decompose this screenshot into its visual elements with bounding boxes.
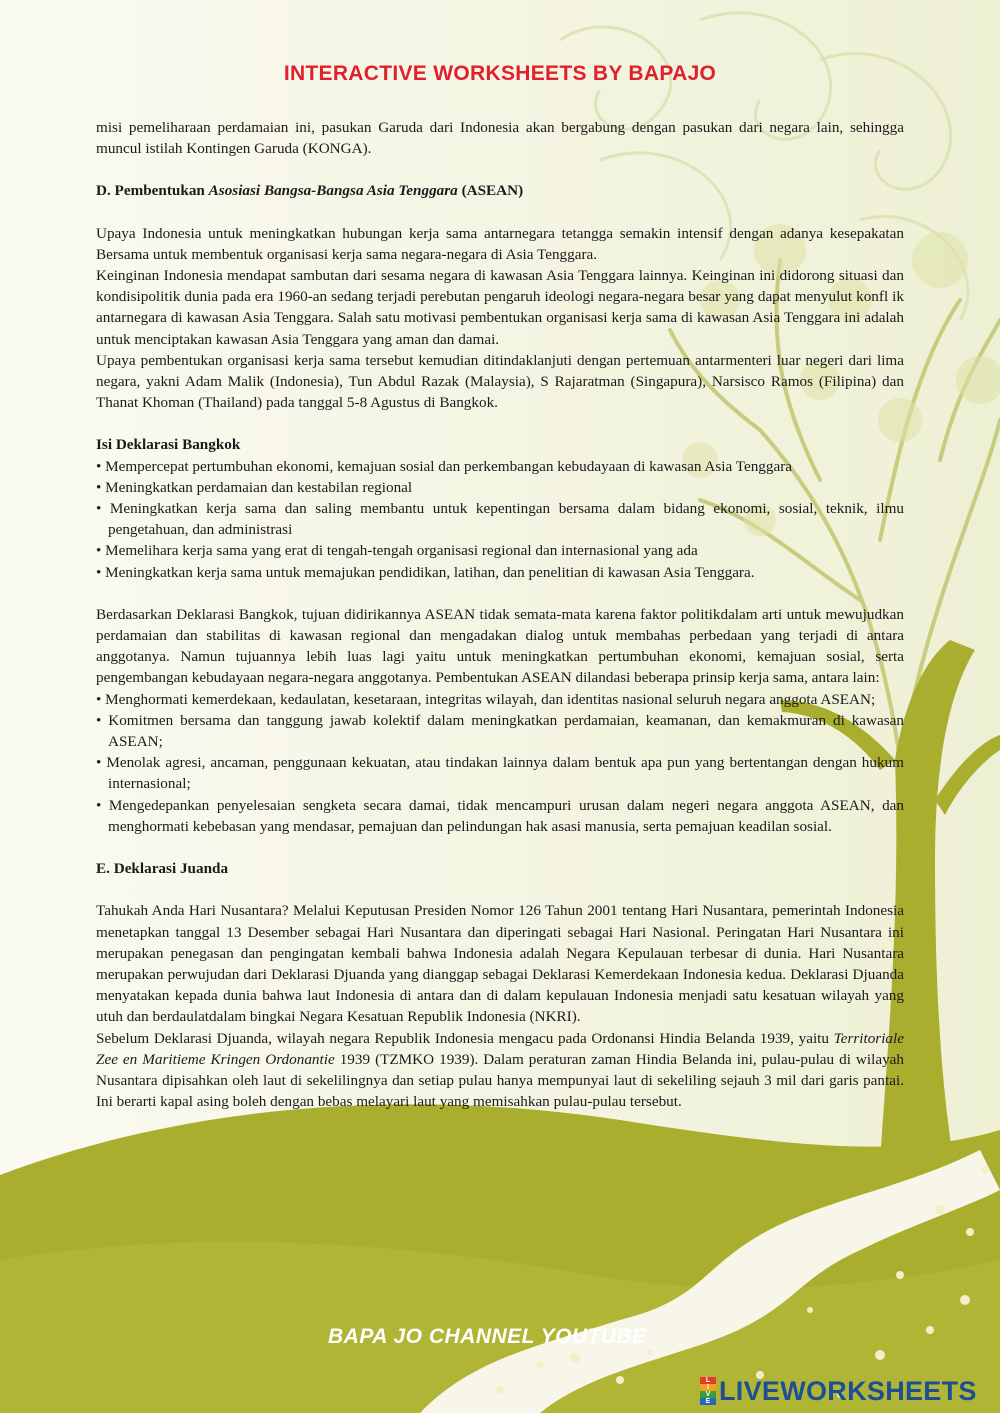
logo-letter-l: L bbox=[700, 1377, 716, 1384]
channel-label: BAPA JO CHANNEL YOUTUBE bbox=[328, 1325, 647, 1348]
section-e-heading: E. Deklarasi Juanda bbox=[96, 860, 229, 878]
principle-item: • Menolak agresi, ancaman, penggunaan kekuatan, atau tindakan lainnya dalam bentuk apa pun yang bertentangan dengan hukum internasional; bbox=[96, 754, 904, 793]
liveworksheets-logo[interactable] bbox=[700, 1376, 977, 1406]
bangkok-item: • Memelihara kerja sama yang erat di tengah-tengah organisasi regional dan internasional yang ada bbox=[96, 542, 698, 560]
page-title: INTERACTIVE WORKSHEETS BY BAPAJO bbox=[283, 62, 717, 85]
section-e-paragraph-1: Tahukah Anda Hari Nusantara? Melalui Keputusan Presiden Nomor 126 Tahun 2001 tentang Hari Nusantara, pemerintah Indonesia menetapkan tanggal 13 Desember sebagai Hari Nusantara dan diperingati sebagai Hari Nasional. Peringatan Hari Nusantara ini merupakan penegasan dan pengingatan kembali bahwa Indonesia adalah Negara Kepulauan terbesar di dunia. Hari Nusantara merupakan perwujudan dari Deklarasi Djuanda yang dianggap sebagai Deklarasi Kemerdekaan Indonesia kedua. Deklarasi Djuanda menyatakan kepada dunia bahwa laut Indonesia di antara dan di dalam kepulauan Indonesia menjadi satu kesatuan wilayah yang utuh dan berdaulatdalam bingkai Negara Kesatuan Republik Indonesia (NKRI). bbox=[96, 902, 904, 1026]
section-d-paragraph-1: Upaya Indonesia untuk meningkatkan hubungan kerja sama antarnegara tetangga semakin intensif dengan adanya kesepakatan Bersama untuk membentuk organisasi kerja sama negara-negara di Asia Tenggara. bbox=[96, 224, 904, 263]
principle-item: • Mengedepankan penyelesaian sengketa secara damai, tidak mencampuri urusan dalam negeri negara anggota ASEAN, dan menghormati kebebasan yang mendasar, pemajuan dan pelindungan hak asasi manusia, serta pemajuan keadilan sosial. bbox=[96, 796, 904, 835]
section-d-heading-prefix: D. Pembentukan bbox=[96, 182, 209, 200]
liveworksheets-wordmark: LIVEWORKSHEETS bbox=[719, 1375, 977, 1406]
section-e-paragraph-2 bbox=[96, 1028, 904, 1113]
section-d-paragraph-2: Keinginan Indonesia mendapat sambutan dari sesama negara di kawasan Asia Tenggara lainnya. Keinginan ini didorong situasi dan kondisipolitik dunia pada era 1960-an sedang terjadi perebutan pengaruh ideologi negara-negara besar yang dapat menyulut konfl ik antarnegara di kawasan Asia Tenggara. Salah satu motivasi pembentukan organisasi kerja sama di kawasan Asia Tenggara ini adalah untuk menciptakan kawasan Asia Tenggara yang aman dan damai. bbox=[96, 267, 904, 348]
section-d-heading bbox=[96, 180, 904, 201]
section-d-paragraph-3: Upaya pembentukan organisasi kerja sama tersebut kemudian ditindaklanjuti dengan pertemuan antarmenteri luar negeri dari lima negara, yakni Adam Malik (Indonesia), Tun Abdul Razak (Malaysia), S Rajaratman (Singapura), Narsisco Ramos (Filipina) dan Thanat Khoman (Thailand) pada tanggal 5-8 Agustus di Bangkok. bbox=[96, 351, 904, 412]
section-e-p2-part-b: 1939 (TZMKO 1939). Dalam peraturan zaman Hindia Belanda ini, pulau-pulau di wilayah Nusantara dipisahkan oleh laut di sekelilingnya dan setiap pulau hanya mempunyai laut di sekeliling sejauh 3 mil dari garis pantai. Ini berarti kapal asing boleh dengan bebas melayari laut yang memisahkan pulau-pulau tersebut. bbox=[96, 1050, 904, 1111]
section-e-p2-italic: Territoriale Zee en Maritieme Kringen Ordonantie bbox=[96, 1029, 904, 1068]
logo-letter-e: E bbox=[700, 1398, 716, 1405]
document-body bbox=[96, 117, 904, 1112]
section-d-heading-suffix: (ASEAN) bbox=[457, 182, 524, 200]
bangkok-item: • Meningkatkan perdamaian dan kestabilan regional bbox=[96, 478, 413, 496]
principle-item: • Komitmen bersama dan tanggung jawab kolektif dalam meningkatkan perdamaian, keamanan, dan kemakmuran di kawasan ASEAN; bbox=[96, 711, 904, 751]
principle-item: • Menghormati kemerdekaan, kedaulatan, kesetaraan, integritas wilayah, dan identitas nasional seluruh negara anggota ASEAN; bbox=[96, 690, 876, 708]
logo-letter-v: V bbox=[700, 1391, 716, 1398]
liveworksheets-icon bbox=[700, 1377, 716, 1405]
bangkok-heading: Isi Deklarasi Bangkok bbox=[96, 436, 241, 454]
section-d-heading-italic: Asosiasi Bangsa-Bangsa Asia Tenggara bbox=[208, 182, 458, 200]
intro-paragraph: misi pemeliharaan perdamaian ini, pasukan Garuda dari Indonesia akan bergabung dengan pasukan dari negara lain, sehingga muncul istilah Kontingen Garuda (KONGA). bbox=[96, 119, 904, 158]
logo-letter-i: I bbox=[700, 1384, 716, 1391]
bangkok-item: • Mempercepat pertumbuhan ekonomi, kemajuan sosial dan perkembangan kebudayaan di kawasan Asia Tenggara bbox=[96, 457, 793, 475]
section-e-p2-part-a: Sebelum Deklarasi Djuanda, wilayah negara Republik Indonesia mengacu pada Ordonansi Hindia Belanda 1939, yaitu bbox=[96, 1029, 834, 1047]
bangkok-item: • Meningkatkan kerja sama untuk memajukan pendidikan, latihan, dan penelitian di kawasan Asia Tenggara. bbox=[96, 563, 755, 581]
principles-intro: Berdasarkan Deklarasi Bangkok, tujuan didirikannya ASEAN tidak semata-mata karena faktor politikdalam arti untuk mewujudkan perdamaian dan stabilitas di kawasan regional dan mengadakan dialog untuk membahas perbedaan yang terjadi di antara anggotanya. Namun tujuannya lebih luas lagi yaitu untuk meningkatkan pertumbuhan ekonomi, kemajuan sosial, serta pengembangan kebudayaan negara-negara anggotanya. Pembentukan ASEAN dilandasi beberapa prinsip kerja sama, antara lain: bbox=[96, 605, 904, 687]
bangkok-item: • Meningkatkan kerja sama dan saling membantu untuk kepentingan bersama dalam bidang ekonomi, sosial, teknik, ilmu pengetahuan, dan administrasi bbox=[96, 500, 904, 539]
